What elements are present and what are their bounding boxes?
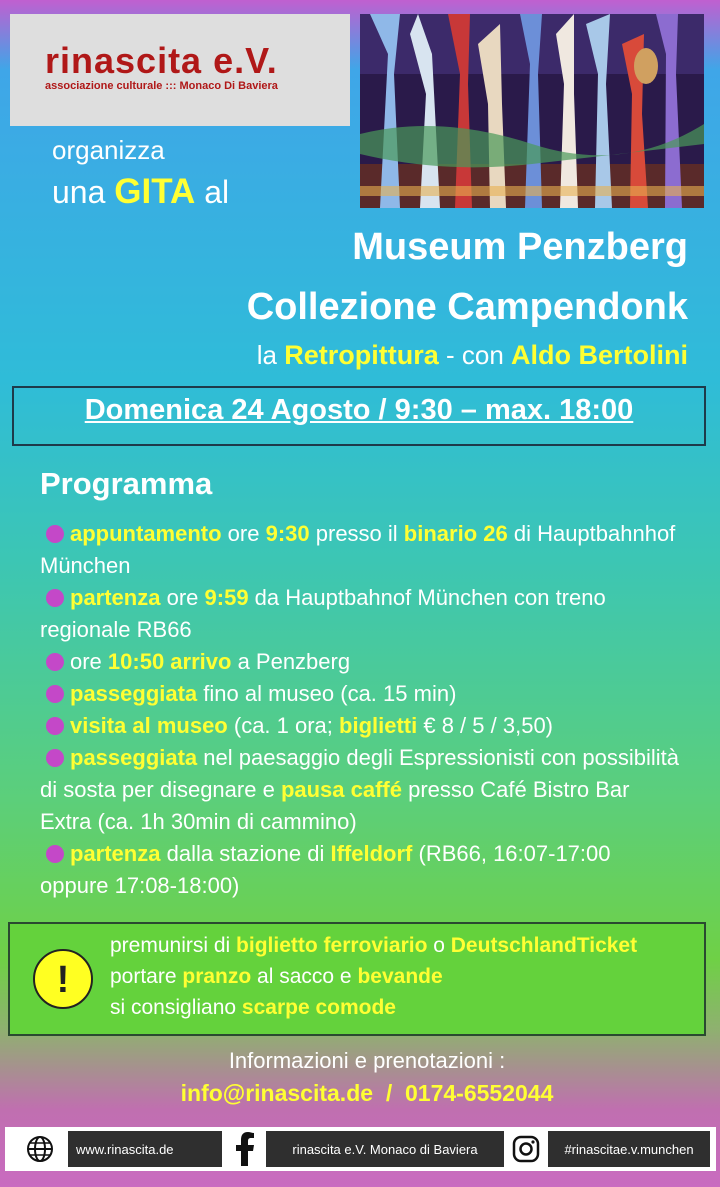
bullet-dot-icon bbox=[46, 749, 64, 767]
note-highlight: pranzo bbox=[182, 965, 252, 988]
contact-email[interactable]: info@rinascita.de bbox=[180, 1080, 374, 1106]
contact-label: Informazioni e prenotazioni : bbox=[228, 1048, 506, 1073]
intro-gita bbox=[52, 172, 229, 212]
title-collection: Collezione Campendonk bbox=[246, 286, 688, 328]
intro-text: una bbox=[52, 174, 115, 210]
programme-item-highlight: passeggiata bbox=[70, 681, 198, 706]
bullet-dot-icon bbox=[46, 685, 64, 703]
programme-item bbox=[40, 518, 680, 582]
warning-symbol: ! bbox=[56, 959, 70, 1001]
subtitle-text: - con bbox=[438, 340, 511, 370]
programme-item-highlight: Iffeldorf bbox=[330, 841, 413, 866]
instagram-icon[interactable] bbox=[504, 1131, 548, 1167]
programme-item bbox=[40, 582, 680, 646]
bullet-dot-icon bbox=[46, 717, 64, 735]
programme-title: Programma bbox=[40, 466, 213, 501]
programme-item bbox=[40, 838, 680, 902]
programme-item-text: (RB66, 16:07-17:00 oppure 17:08-18:00) bbox=[40, 841, 611, 898]
programme-item-text: ore bbox=[160, 585, 205, 610]
programme-item-text: nel paesaggio degli Espressionisti con possibilità di sosta per disegnare e bbox=[40, 745, 680, 802]
logo-title: rinascita e.V. bbox=[45, 40, 278, 81]
programme-item-text: (ca. 1 ora; bbox=[227, 713, 340, 738]
bullet-dot-icon bbox=[46, 589, 64, 607]
programme-item bbox=[40, 678, 680, 710]
programme-item-text: fino al museo (ca. 15 min) bbox=[197, 681, 457, 706]
programme-item-highlight: partenza bbox=[70, 585, 161, 610]
subtitle-text: la bbox=[256, 340, 285, 370]
painting-image bbox=[360, 14, 704, 208]
programme-item-text: di Hauptbahnhof München bbox=[40, 521, 676, 578]
bullet-dot-icon bbox=[46, 653, 64, 671]
logo-subtitle: associazione culturale ::: Monaco Di Baviera bbox=[45, 80, 278, 92]
note-text: al sacco e bbox=[251, 965, 358, 988]
note-text: premunirsi di bbox=[110, 934, 237, 957]
globe-icon bbox=[12, 1131, 68, 1167]
programme-item-highlight: 9:30 bbox=[265, 521, 310, 546]
warning-icon bbox=[32, 948, 94, 1010]
title-museum: Museum Penzberg bbox=[352, 226, 688, 268]
programme-item-text: ore bbox=[70, 649, 108, 674]
contact-phone[interactable]: 0174-6552044 bbox=[405, 1080, 554, 1106]
intro-text: al bbox=[195, 174, 230, 210]
subtitle-retropittura: Retropittura bbox=[284, 340, 439, 370]
programme-item-highlight: partenza bbox=[70, 841, 161, 866]
programme-item-text: a Penzberg bbox=[231, 649, 351, 674]
note-text: si consigliano bbox=[110, 996, 242, 1019]
programme-item-highlight: biglietti bbox=[339, 713, 418, 738]
facebook-icon[interactable] bbox=[222, 1131, 266, 1167]
programme-item-highlight: visita al museo bbox=[70, 713, 228, 738]
event-date: Domenica 24 Agosto / 9:30 – max. 18:00 bbox=[84, 394, 634, 426]
note-highlight: scarpe comode bbox=[241, 996, 396, 1019]
programme-item-highlight: pausa caffé bbox=[280, 777, 402, 802]
footer-website[interactable]: www.rinascita.de bbox=[68, 1131, 222, 1167]
programme-item-text: da Hauptbahnof München con treno regionale RB66 bbox=[40, 585, 606, 642]
note-text: o bbox=[427, 934, 451, 957]
programme-list bbox=[40, 518, 680, 902]
intro-gita-highlight: GITA bbox=[114, 172, 196, 211]
contact-line bbox=[0, 1080, 720, 1107]
footer-facebook[interactable]: rinascita e.V. Monaco di Baviera bbox=[266, 1131, 504, 1167]
note-line bbox=[110, 930, 637, 961]
note-text: portare bbox=[110, 965, 183, 988]
programme-item-text: € 8 / 5 / 3,50) bbox=[417, 713, 553, 738]
programme-item-highlight: 10:50 arrivo bbox=[107, 649, 232, 674]
programme-item-text: presso Café Bistro Bar Extra (ca. 1h 30min di cammino) bbox=[40, 777, 630, 834]
note-line bbox=[110, 992, 637, 1023]
programme-item bbox=[40, 710, 680, 742]
programme-item bbox=[40, 742, 680, 838]
notes-text bbox=[110, 930, 637, 1023]
programme-item-highlight: appuntamento bbox=[70, 521, 222, 546]
note-line bbox=[110, 961, 637, 992]
programme-item-text: dalla stazione di bbox=[160, 841, 331, 866]
note-highlight: biglietto ferroviario bbox=[236, 934, 428, 957]
bullet-dot-icon bbox=[46, 525, 64, 543]
contact-separator: / bbox=[373, 1080, 405, 1106]
programme-item bbox=[40, 646, 680, 678]
programme-item-highlight: passeggiata bbox=[70, 745, 198, 770]
bullet-dot-icon bbox=[46, 845, 64, 863]
programme-item-highlight: 9:59 bbox=[204, 585, 249, 610]
subtitle-guide: Aldo Bertolini bbox=[511, 340, 688, 370]
subtitle bbox=[257, 340, 688, 371]
note-highlight: DeutschlandTicket bbox=[450, 934, 638, 957]
programme-item-highlight: binario 26 bbox=[403, 521, 508, 546]
intro-organizza: organizza bbox=[52, 135, 165, 165]
note-highlight: bevande bbox=[357, 965, 443, 988]
footer-instagram[interactable]: #rinascitae.v.munchen bbox=[548, 1131, 710, 1167]
programme-item-text: presso il bbox=[309, 521, 404, 546]
programme-item-text: ore bbox=[221, 521, 266, 546]
